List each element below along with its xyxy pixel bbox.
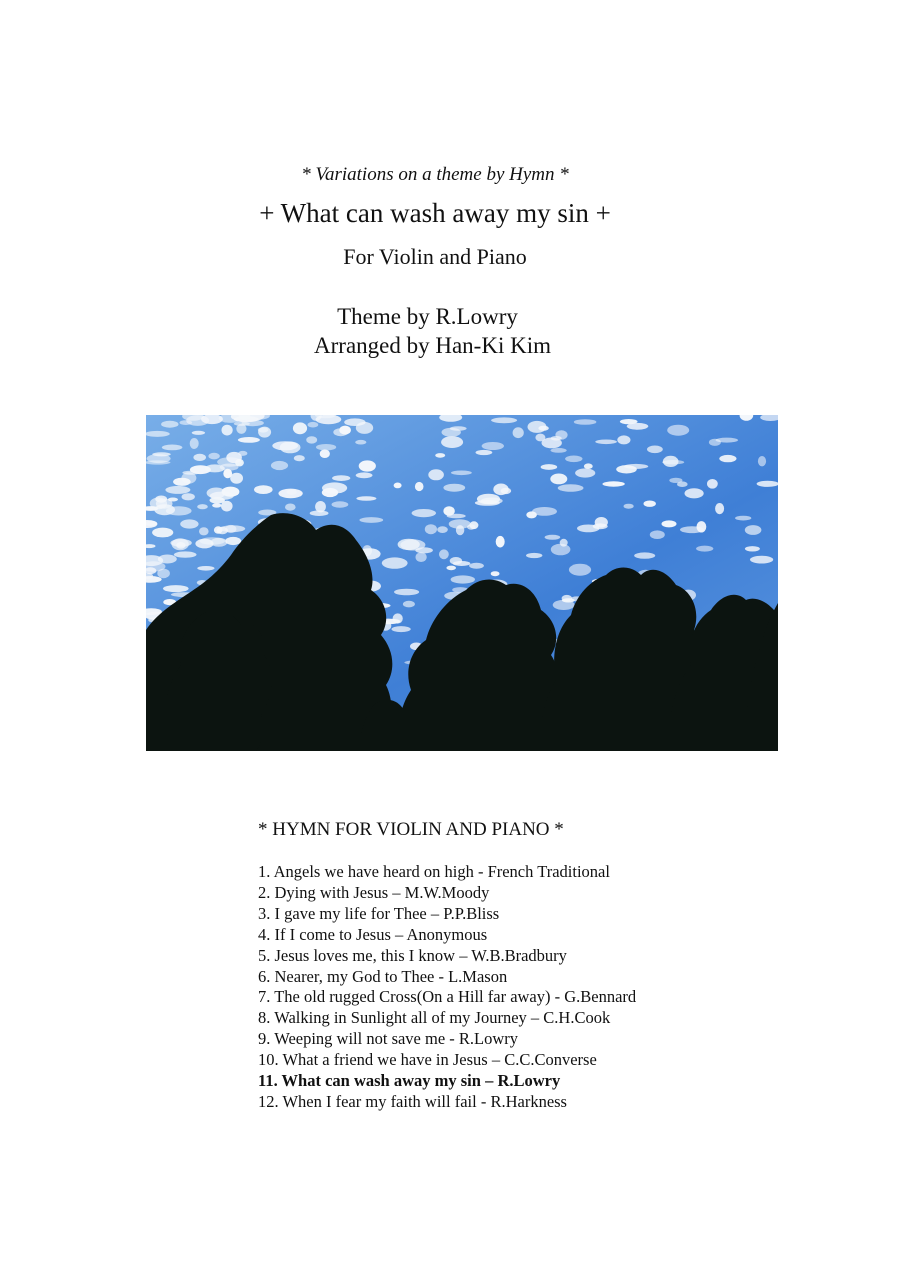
list-item: 6. Nearer, my God to Thee - L.Mason: [258, 966, 508, 986]
cover-photo-sky-trees: [146, 415, 778, 751]
list-item: 1. Angels we have heard on high - French Traditional: [258, 862, 610, 881]
list-item: 5. Jesus loves me, this I know – W.B.Bradbury: [258, 945, 567, 965]
hymn-list: [258, 862, 636, 1113]
list-item: 8. Walking in Sunlight all of my Journey – C.H.Cook: [258, 1008, 611, 1028]
theme-credit: Theme by R.Lowry: [337, 304, 518, 329]
page-title: + What can wash away my sin +: [259, 198, 611, 228]
instrumentation: For Violin and Piano: [343, 244, 527, 269]
list-item: 12. When I fear my faith will fail - R.Harkness: [258, 1091, 567, 1111]
list-item: 9. Weeping will not save me - R.Lowry: [258, 1029, 519, 1049]
list-item: 7. The old rugged Cross(On a Hill far away) - G.Bennard: [258, 987, 637, 1007]
list-item: 11. What can wash away my sin – R.Lowry: [258, 1071, 561, 1091]
list-item: 10. What a friend we have in Jesus – C.C.Converse: [258, 1050, 597, 1070]
list-item: 3. I gave my life for Thee – P.P.Bliss: [258, 903, 500, 923]
list-item: 2. Dying with Jesus – M.W.Moody: [258, 882, 490, 902]
list-item: 4. If I come to Jesus – Anonymous: [258, 924, 488, 944]
hymn-list-heading: * HYMN FOR VIOLIN AND PIANO *: [258, 819, 564, 840]
subtitle: * Variations on a theme by Hymn *: [301, 164, 569, 185]
arranger-credit: Arranged by Han-Ki Kim: [314, 333, 551, 358]
